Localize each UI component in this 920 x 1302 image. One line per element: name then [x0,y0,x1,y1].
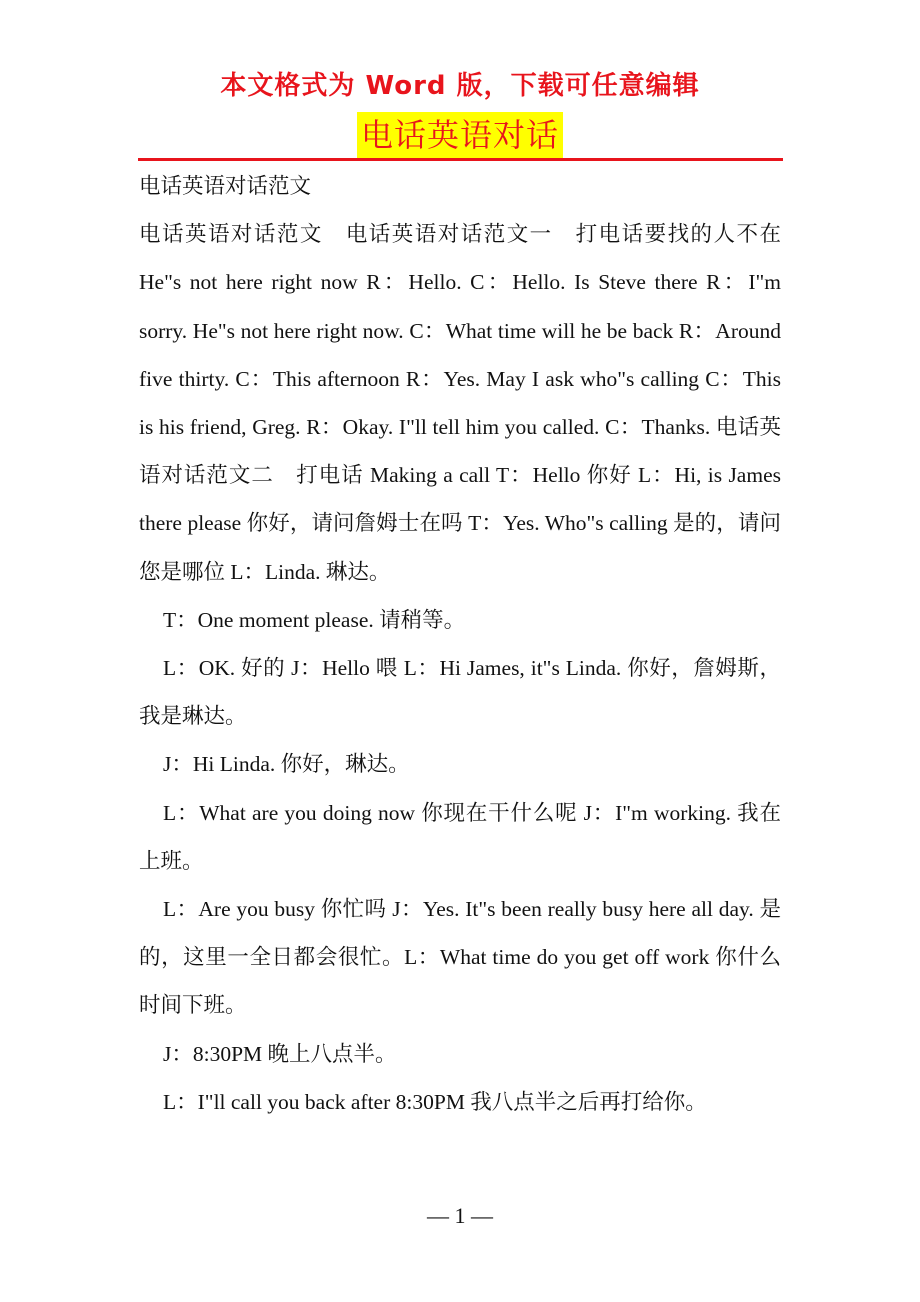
paragraph-dialogue-intro: 电话英语对话范文 电话英语对话范文一 打电话要找的人不在 He"s not here right now R：Hello. C：Hello. Is Steve there R：I"m sorry. He"s not here right now. C：What time will he be back R：Around five thirty. C：This afternoon R：Yes. May I ask who"s calling C：This is his friend, Greg. R：Okay. I"ll tell him you called. C：Thanks. 电话英语对话范文二 打电话 Making a call T：Hello 你好 L：Hi, is James there please 你好，请问詹姆士在吗 T：Yes. Who"s calling 是的，请问您是哪位 L：Linda. 琳达。 [139,222,781,584]
paragraph: L：I"ll call you back after 8:30PM 我八点半之后再打给你。 [163,1089,707,1114]
document-body [139,162,781,1126]
paragraph: L：What are you doing now 你现在干什么呢 J：I"m working. 我在上班。 [139,800,781,873]
format-notice: 本文格式为 Word 版，下载可任意编辑 [220,71,700,101]
title-container [0,112,920,158]
paragraph: L：Are you busy 你忙吗 J：Yes. It"s been really busy here all day. 是的，这里一全日都会很忙。L：What time do you get off work 你什么时间下班。 [139,897,781,1018]
page-number: — 1 — [427,1203,493,1228]
paragraph: L：OK. 好的 J：Hello 喂 L：Hi James, it"s Linda. 你好，詹姆斯，我是琳达。 [139,656,781,729]
title-divider [138,158,783,161]
paragraph: J：Hi Linda. 你好，琳达。 [163,752,410,777]
document-title: 电话英语对话 [357,112,563,158]
paragraph: J：8:30PM 晚上八点半。 [163,1041,397,1066]
paragraph: T：One moment please. 请稍等。 [163,607,466,632]
paragraph-subtitle: 电话英语对话范文 [139,174,312,198]
